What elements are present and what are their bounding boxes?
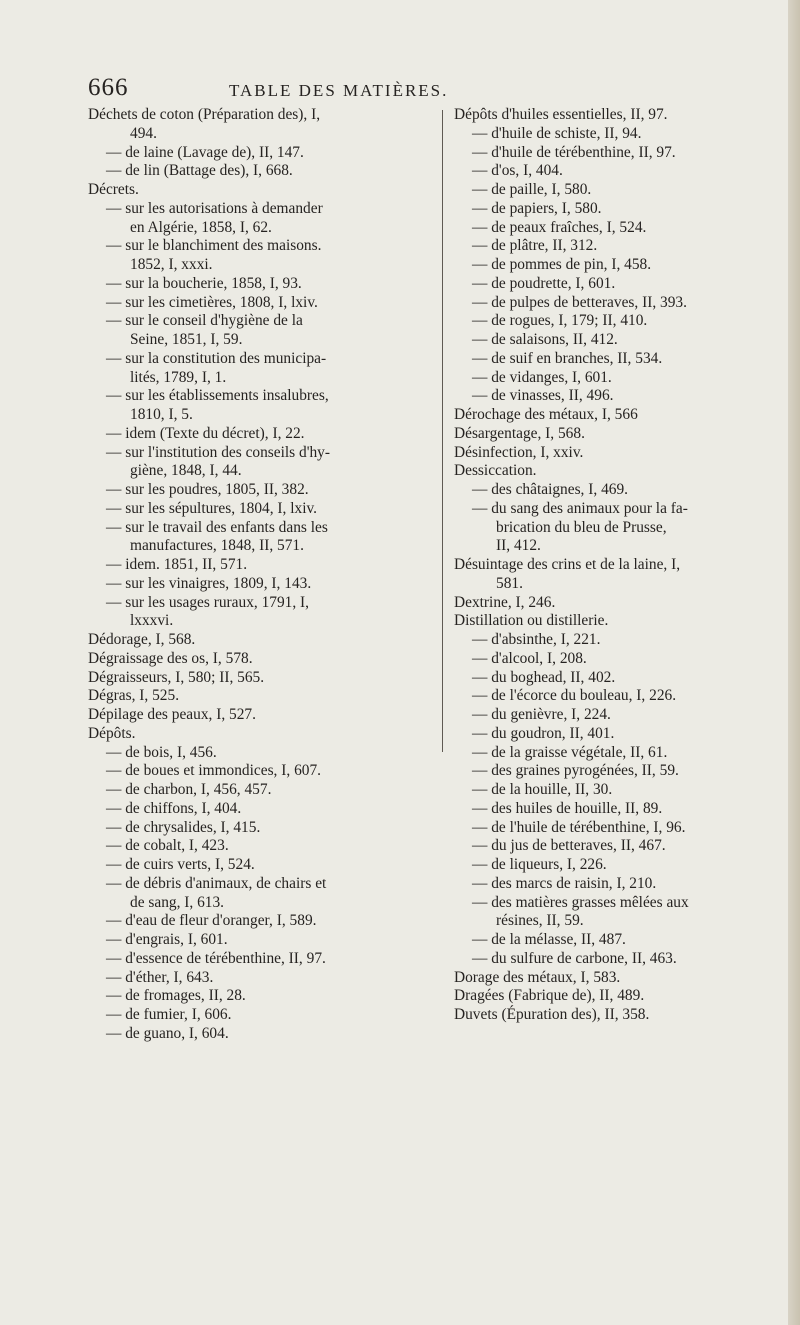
index-subentry: — d'eau de fleur d'oranger, I, 589.	[106, 912, 317, 930]
index-subentry: — de cobalt, I, 423.	[106, 837, 229, 855]
index-subentry: 1852, I, xxxi.	[130, 256, 213, 273]
index-entry: Distillation ou distillerie.	[454, 612, 609, 630]
index-subentry: — des châtaignes, I, 469.	[472, 481, 629, 498]
index-entry: Dégras, I, 525.	[88, 687, 180, 705]
index-entry: Dégraissage des os, I, 578.	[88, 649, 253, 667]
index-subentry: — sur les poudres, 1805, II, 382.	[106, 481, 309, 498]
index-subentry: — de vinasses, II, 496.	[472, 387, 614, 405]
index-subentry: — de charbon, I, 456, 457.	[106, 781, 272, 798]
index-subentry: — de lin (Battage des), I, 668.	[106, 162, 293, 180]
index-subentry: — du sulfure de carbone, II, 463.	[472, 949, 677, 967]
index-subentry: — sur l'institution des conseils d'hy-	[106, 443, 330, 461]
index-entry: Décrets.	[88, 181, 139, 198]
index-column-left	[88, 106, 434, 1044]
index-subentry: — idem (Texte du décret), I, 22.	[106, 424, 305, 442]
index-subentry: — de paille, I, 580.	[472, 181, 592, 198]
index-entry: Dégraisseurs, I, 580; II, 565.	[88, 668, 265, 686]
index-entry: Dépôts.	[88, 724, 136, 742]
index-subentry: lxxxvi.	[130, 612, 174, 630]
index-subentry: — idem. 1851, II, 571.	[106, 556, 248, 573]
index-subentry: — sur le conseil d'hygiène de la	[106, 312, 303, 330]
index-subentry: — de pulpes de betteraves, II, 393.	[472, 293, 687, 311]
running-header: TABLE DES MATIÈRES.	[229, 81, 449, 100]
index-subentry: — sur la boucherie, 1858, I, 93.	[106, 274, 302, 292]
index-subentry: — de l'huile de térébenthine, I, 96.	[472, 818, 686, 836]
index-entry: Désinfection, I, xxiv.	[454, 443, 584, 461]
index-subentry: — de liqueurs, I, 226.	[472, 856, 607, 873]
index-subentry: — de peaux fraîches, I, 524.	[472, 218, 647, 236]
index-subentry: — des marcs de raisin, I, 210.	[472, 874, 657, 892]
index-subentry: — d'huile de térébenthine, II, 97.	[472, 143, 676, 161]
index-subentry: — de salaisons, II, 412.	[472, 331, 618, 348]
index-subentry: — sur les vinaigres, 1809, I, 143.	[106, 574, 312, 592]
index-subentry: — de laine (Lavage de), II, 147.	[106, 143, 304, 161]
page-edge	[788, 0, 800, 1325]
index-subentry: — d'huile de schiste, II, 94.	[472, 124, 642, 142]
index-entry: Dépôts d'huiles essentielles, II, 97.	[454, 106, 668, 123]
index-subentry: — de fromages, II, 28.	[106, 987, 246, 1005]
index-subentry: — d'alcool, I, 208.	[472, 649, 587, 667]
index-subentry: — de papiers, I, 580.	[472, 199, 602, 217]
index-subentry: — du sang des animaux pour la fa-	[472, 499, 688, 517]
index-entry: Dérochage des métaux, I, 566	[454, 406, 638, 423]
index-subentry: — d'os, I, 404.	[472, 162, 563, 180]
column-divider	[442, 110, 443, 752]
index-subentry: — du boghead, II, 402.	[472, 668, 616, 686]
index-subentry: giène, 1848, I, 44.	[130, 462, 242, 480]
index-subentry: — de boues et immondices, I, 607.	[106, 762, 322, 780]
index-entry: Dessiccation.	[454, 462, 537, 480]
index-subentry: — sur la constitution des municipa-	[106, 349, 327, 367]
index-subentry: — d'essence de térébenthine, II, 97.	[106, 949, 326, 967]
index-entry: Duvets (Épuration des), II, 358.	[454, 1006, 650, 1023]
index-entry: Dextrine, I, 246.	[454, 593, 556, 611]
index-subentry: en Algérie, 1858, I, 62.	[130, 218, 272, 236]
index-subentry: — de pommes de pin, I, 458.	[472, 256, 652, 273]
index-subentry: — de la houille, II, 30.	[472, 781, 613, 798]
index-subentry: — de cuirs verts, I, 524.	[106, 856, 255, 873]
index-subentry: — de plâtre, II, 312.	[472, 237, 598, 255]
index-subentry: — de suif en branches, II, 534.	[472, 349, 663, 367]
index-subentry: de sang, I, 613.	[130, 893, 225, 911]
index-subentry: 1810, I, 5.	[130, 406, 193, 423]
index-subentry: — de chrysalides, I, 415.	[106, 818, 261, 836]
index-subentry: — de fumier, I, 606.	[106, 1006, 232, 1023]
index-subentry: — du goudron, II, 401.	[472, 724, 615, 742]
index-subentry: — de bois, I, 456.	[106, 743, 217, 761]
index-subentry: — des graines pyrogénées, II, 59.	[472, 762, 679, 780]
index-subentry: — des matières grasses mêlées aux	[472, 893, 689, 911]
index-subentry: — des huiles de houille, II, 89.	[472, 799, 663, 817]
index-subentry: — sur les autorisations à demander	[106, 199, 323, 217]
index-entry: Désargentage, I, 568.	[454, 424, 585, 442]
index-subentry: manufactures, 1848, II, 571.	[130, 537, 304, 555]
index-entry: Désuintage des crins et de la laine, I,	[454, 556, 681, 573]
index-subentry: — de l'écorce du bouleau, I, 226.	[472, 687, 677, 705]
index-subentry: — sur le blanchiment des maisons.	[106, 237, 322, 255]
index-entry: Dépilage des peaux, I, 527.	[88, 706, 256, 723]
index-subentry: — de rogues, I, 179; II, 410.	[472, 312, 648, 330]
index-subentry: — de poudrette, I, 601.	[472, 274, 616, 292]
index-subentry: — sur les établissements insalubres,	[106, 387, 329, 405]
index-subentry: — de guano, I, 604.	[106, 1024, 229, 1042]
index-subentry: — d'éther, I, 643.	[106, 968, 214, 986]
index-column-right	[454, 106, 784, 1025]
index-entry: Déchets de coton (Préparation des), I,	[88, 106, 321, 123]
page-number: 666	[88, 74, 129, 101]
index-subentry: — du jus de betteraves, II, 467.	[472, 837, 666, 855]
index-subentry: Seine, 1851, I, 59.	[130, 331, 243, 348]
index-subentry: — d'engrais, I, 601.	[106, 931, 228, 948]
index-subentry: — de la graisse végétale, II, 61.	[472, 743, 668, 761]
index-subentry: brication du bleu de Prusse,	[496, 518, 667, 536]
index-subentry: — du genièvre, I, 224.	[472, 706, 611, 723]
index-subentry: — de vidanges, I, 601.	[472, 368, 612, 386]
index-entry: Dragées (Fabrique de), II, 489.	[454, 987, 645, 1005]
index-subentry: — sur les cimetières, 1808, I, lxiv.	[106, 293, 318, 311]
index-subentry: — sur le travail des enfants dans les	[106, 518, 328, 536]
index-subentry: 581.	[496, 574, 523, 592]
index-subentry: II, 412.	[496, 537, 541, 555]
index-subentry: — de la mélasse, II, 487.	[472, 931, 626, 948]
index-subentry: — d'absinthe, I, 221.	[472, 631, 601, 648]
index-subentry: 494.	[130, 124, 157, 142]
index-subentry: lités, 1789, I, 1.	[130, 368, 227, 386]
index-entry: Dorage des métaux, I, 583.	[454, 968, 621, 986]
index-subentry: — sur les usages ruraux, 1791, I,	[106, 593, 310, 611]
index-entry: Dédorage, I, 568.	[88, 631, 196, 648]
index-subentry: — de chiffons, I, 404.	[106, 799, 242, 817]
index-subentry: — de débris d'animaux, de chairs et	[106, 874, 327, 892]
index-subentry: — sur les sépultures, 1804, I, lxiv.	[106, 499, 318, 517]
index-subentry: résines, II, 59.	[496, 912, 584, 930]
